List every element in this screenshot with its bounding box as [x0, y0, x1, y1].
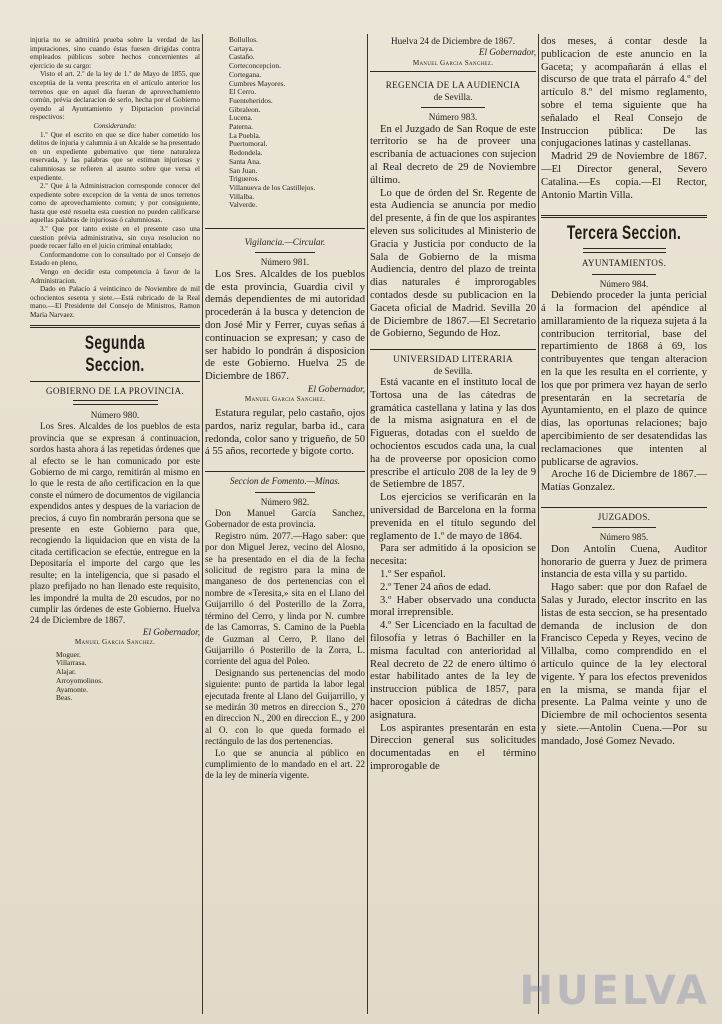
divider	[30, 325, 200, 328]
signature-name: Manuel Garcia Sanchez.	[412, 58, 494, 67]
ornament-divider	[73, 400, 158, 405]
column-4	[541, 36, 707, 1016]
paragraph: Aroche 16 de Diciembre de 1867.—Matías Gonzalez.	[541, 469, 707, 494]
list-item: Cortegana.	[229, 69, 262, 79]
signature-name: Manuel Garcia Sanchez.	[74, 638, 156, 647]
paragraph: Vengo en decidir esta competencia á favor de la Administracion.	[30, 268, 200, 285]
list-item: 1.º Ser español.	[380, 568, 446, 580]
paragraph: Madrid 29 de Noviembre de 1867.—El Director general, Severo Catalina.—Es copia.—El Rector, Antonio Martin Villa.	[541, 151, 707, 201]
section-title: Tercera Seccion.	[566, 223, 682, 245]
paragraph: Debiendo proceder la junta pericial á la formacion del apéndice al amillaramiento de la riqueza sujeta á la contribucion territorial, base del repartimiento de 1868 á 69, los contribuyentes que tengan alteracion en la que les resulta en el corriente, y los que por primera vez hayan de serlo presentarán en la secretaría de Ayuntamiento, en el plazo de quince dias, las oportunas relaciones; bajo apercibimiento de ser desatendidas las reclamaciones que intenten al publicarse de agravios.	[541, 290, 707, 468]
paragraph: Don Manuel García Sanchez, Gobernador de esta provincia.	[205, 508, 365, 530]
heading-vigilancia: Vigilancia.—Circular.	[244, 237, 326, 248]
column-rule	[538, 34, 539, 1014]
subheading: Considerando:	[93, 121, 137, 130]
list-item: Alajar.	[56, 667, 76, 677]
heading-juzgados: JUZGADOS.	[597, 511, 651, 522]
divider	[205, 471, 365, 472]
paragraph: Visto el art. 2.º de la ley de 1.º de Mayo de 1855, que exceptúa de la venta prescrita en el artículo anterior los terrenos que en aquel día fueran de aprovechamiento común, prévia declaracion de serlo, hecha por el Gobierno oyendo al Ayuntamiento y Diputacion provincial respectivos:	[30, 70, 200, 122]
divider	[421, 107, 484, 108]
paragraph: Dado en Palacio á veinticinco de Noviembre de mil ochocientos sesenta y siete.—Está rubricado de la Real mano.—El Presidente del Consejo de Ministros, Ramon María Narvaez.	[30, 285, 200, 319]
dateline: Huelva 24 de Diciembre de 1867.	[391, 36, 515, 46]
list-item: Villanueva de los Castillejos.	[229, 182, 316, 192]
list-item: Lucena.	[229, 113, 253, 123]
list-item: Gibraleon.	[229, 104, 261, 114]
paragraph: Los Sres. Alcaldes de los pueblos de esta provincia que se expresan á continuacion, sordos hasta ahora á las repetidas órdenes que al efecto se le han comunicado por este Gobierno de mi cargo, remitirán al mismo en lo que le resta de año certificacion en la que conste el número de documentos de vigilancia expendidos antes y despues de la variacion de precios, á cuyo fin nombrarán persona que se presente en este Gobierno para que, recogiendo la liquidacion que en vista de la citada certificacion se efectúe, entregue en la Depositaría el importe del cargo que les resulte; en la inteligencia, que si pasado el plazo prefijado no han llenado este requisito, les impondré la multa de 20 escudos, por no cumplir las órdenes de este Gobierno. Huelva 24 de Diciembre de 1867.	[30, 421, 200, 626]
divider	[541, 215, 707, 218]
heading-universidad: UNIVERSIDAD LITERARIA	[393, 354, 513, 365]
divider	[370, 349, 536, 350]
subheading: de Sevilla.	[433, 91, 473, 102]
notice-number: Número 981.	[260, 257, 310, 268]
paragraph: injuria no se admitirá prueba sobre la verdad de las imputaciones, sino cuando éstas fuesen dirigidas contra empleados públicos sobre hechos concernientes al ejercicio de su cargo:	[30, 36, 200, 70]
town-list	[30, 651, 200, 703]
list-item: Moguer.	[56, 649, 81, 659]
list-item: Ayamonte.	[56, 684, 88, 694]
divider	[370, 71, 536, 72]
list-item: Villalba.	[229, 191, 255, 201]
signature-title: El Gobernador,	[142, 626, 200, 637]
list-item: El Cerro.	[229, 87, 257, 97]
paragraph: Está vacante en el instituto local de Tortosa una de las cátedras de gramática castellana y latina y las dos de la misma asignatura en el de Figueras, dotadas con el sueldo de ochocientos escudos cada una, la cual ha de proveerse por oposicion como prescribe el artículo 208 de la ley de 9 de Setiembre de 1857.	[370, 376, 536, 491]
column-rule	[367, 34, 368, 1014]
paragraph: Los aspirantes presentarán en esta Direccion general sus solicitudes documentadas en el término improrogable de	[370, 722, 536, 772]
list-item: Paterna.	[229, 122, 254, 132]
list-item: Puertomoral.	[229, 139, 268, 149]
notice-number: Número 982.	[260, 496, 310, 507]
heading-ayuntamientos: AYUNTAMIENTOS.	[581, 258, 667, 269]
divider	[255, 492, 316, 493]
paragraph: Conformandome con lo consultado por el Consejo de Estado en pleno,	[30, 250, 200, 268]
heading-fomento: Seccion de Fomento.—Minas.	[229, 476, 341, 487]
list-item: 3.º Haber observado una conducta moral irreprensible.	[370, 594, 536, 619]
paragraph: Don Antolin Cuena, Auditor honorario de guerra y Juez de primera instancia de esta villa y su partido.	[541, 543, 707, 581]
column-2	[205, 36, 365, 1016]
heading-gobierno: GOBIERNO DE LA PROVINCIA.	[45, 385, 185, 396]
list-item: Cumbres Mayores.	[229, 78, 286, 88]
list-item: Fuenteheridos.	[229, 95, 273, 105]
notice-number: Número 983.	[428, 112, 478, 123]
signature-name: Manuel Garcia Sanchez.	[244, 395, 326, 404]
list-item: Arroyomolinos.	[56, 675, 104, 685]
divider	[592, 274, 655, 275]
paragraph: 1.º Que el escrito en que se dice haber cometido los delitos de injuria y calumnia á un Alcalde se ha presentado en un expediente gubernativo que tiene naturaleza reservada, y las palabras que se estiman injuriosas y calumniosas se refieren al asunto sobre que versa el expediente.	[30, 130, 200, 182]
paragraph: En el Juzgado de San Roque de este territorio se ha de proveer una escribanía de actuaciones con sujecion al Real decreto de 29 de Noviembre último.	[370, 123, 536, 186]
list-item: Villarrasa.	[56, 658, 87, 668]
subheading: de Sevilla.	[433, 365, 473, 376]
divider	[30, 381, 200, 382]
list-item: Bollullos.	[229, 36, 258, 44]
paragraph: Para ser admitido á la oposicion se necesita:	[370, 543, 536, 568]
paragraph: Hago saber: que por don Rafael de Salas y Jurado, elector inscrito en las listas de esta seccion, se ha presentado demanda de inclusion de don Francisco Cepeda y Reyes, vecino de Villalba, como comprendido en el artículo quince de la ley electoral vigente. Y para los efectos prevenidos en la misma, se manda fijar el presente. La Palma veinte y uno de Diciembre de mil ochocientos sesenta y siete.—Antolin Cuena.—Por su mandado, José Gomez Nevado.	[541, 582, 707, 747]
list-item: Valverde.	[229, 200, 258, 210]
paragraph: 3.º Que por tanto existe en el presente caso una cuestion prévia administrativa, sin cuya resolucion no puede recaer fallo en el juicio criminal entablado;	[30, 225, 200, 251]
notice-number: Número 985.	[599, 532, 649, 543]
notice-number: Número 980.	[90, 410, 140, 420]
list-item: Beas.	[56, 693, 73, 703]
paragraph: Los Sres. Alcaldes de los pueblos de esta provincia, Guardia civil y demás dependientes de mi autoridad procederán á la busca y detencion de don José Mir y Ferrer, cuyas señas á continuacion se expresan; y caso de ser habido lo pondrán á disposicion de este Gobierno. Huelva 25 de Diciembre de 1867.	[205, 268, 365, 383]
ornament-divider	[583, 248, 666, 253]
town-list	[205, 36, 365, 210]
divider	[205, 228, 365, 229]
paragraph: Los ejercicios se verificarán en la universidad de Barcelona en la forma prevenida en el título segundo del reglamento de 1.º de mayo de 1864.	[370, 492, 536, 542]
list-item: Redondela.	[229, 148, 263, 158]
paragraph: Estatura regular, pelo castaño, ojos pardos, nariz regular, barba id., cara redonda, color sano y trigueño, de 50 á 55 años, recortede y bigote corto.	[205, 408, 365, 458]
column-rule	[202, 34, 203, 1014]
section-title: Segunda Seccion.	[84, 332, 146, 376]
divider	[541, 507, 707, 508]
divider	[592, 527, 655, 528]
signature-title: El Gobernador,	[307, 384, 365, 395]
list-item: 4.º Ser Licenciado en la facultad de filosofía y letras ó Bachiller en la misma facultad con anterioridad al Real decreto de 22 de enero último ó estar habilitado antes de la ley de instruccion pública de 1857, para hacer oposicion á cátedras de dicha asignatura.	[370, 620, 536, 721]
paragraph: Lo que de órden del Sr. Regente de esta Audiencia se anuncia por medio del presente, á fin de que los aspirantes eleven sus solicitudes al Ministerio de Gracia y Justicia por conducto de la Sala de Gobierno de la misma Audiencia, dentro del plazo de treinta dias naturales é improrogables contados desde su publicacion en la Gaceta oficial de Madrid. Sevilla 20 de Diciembre de 1867.—El Secretario de Gobierno, Segundo de Hoz.	[370, 187, 536, 340]
list-item: Cartaya.	[229, 43, 254, 53]
list-item: San Juan.	[229, 165, 258, 175]
paragraph: dos meses, á contar desde la publicacion de este anuncio en la Gaceta; y acompañarán á ellas el discurso de que trata el párrafo 4.º del artículo 8.º del mismo reglamento, sobre el tema siguiente que ha señalado el Real Consejo de Instruccion pública: De las conjugaciones latinas y castellanas.	[541, 36, 707, 150]
list-item: Castaño.	[229, 52, 255, 62]
divider	[255, 252, 316, 253]
heading-regencia: REGENCIA DE LA AUDIENCIA	[385, 80, 521, 91]
list-item: La Puebla.	[229, 130, 261, 140]
paragraph: Designando sus pertenencias del modo siguiente: punto de partida la labor legal ejecutada frente al Llano del Guijarrillo, y se medirán 30 metros en direccion S., 270 en direccion N., 200 en direccion E., y 200 al O. con lo que queda formado el rectángulo de las dos pertenencias.	[205, 667, 365, 747]
paragraph: Registro núm. 2077.—Hago saber: que por don Miguel Jerez, vecino del Alosno, se ha presentado en el dia de la fecha solicitud de registro para la mina de manganeso de dos pertenencias con el nombre de «Teresita,» sita en el Llano del Guijarrillo ó del Posterillo de la Zorra, término del Cerro, y linda por N. cumbre de las Camorras, S. Camino de la Puebla de Guzman al Cerro, P. llano del Guijarrillo ó Posterillo de la Zorra, L. corriente del agua del Poleo.	[205, 530, 365, 667]
list-item: Corteconcepcion.	[229, 61, 281, 71]
huelva-watermark: HUELVA	[519, 968, 710, 1014]
paragraph: Lo que se anuncia al público en cumplimiento de lo mandado en el art. 22 de la ley de minería vigente.	[205, 747, 365, 781]
list-item: 2.º Tener 24 años de edad.	[380, 581, 491, 593]
column-1	[30, 36, 200, 1016]
list-item: Trigueros.	[229, 174, 260, 184]
signature-title: El Gobernador,	[478, 47, 536, 58]
list-item: Santa Ana.	[229, 156, 262, 166]
notice-number: Número 984.	[599, 278, 649, 289]
column-3	[370, 36, 536, 1016]
paragraph: 2.º Que á la Administracion corresponde conocer del expediente sobre excepcion de la venta de unos terrenos como de aprovechamiento comun; y por consiguiente, hasta que esté resuelta esta cuestion no pueden calificarse aquellas palabras de injuriosas ó calumniosas.	[30, 182, 200, 225]
